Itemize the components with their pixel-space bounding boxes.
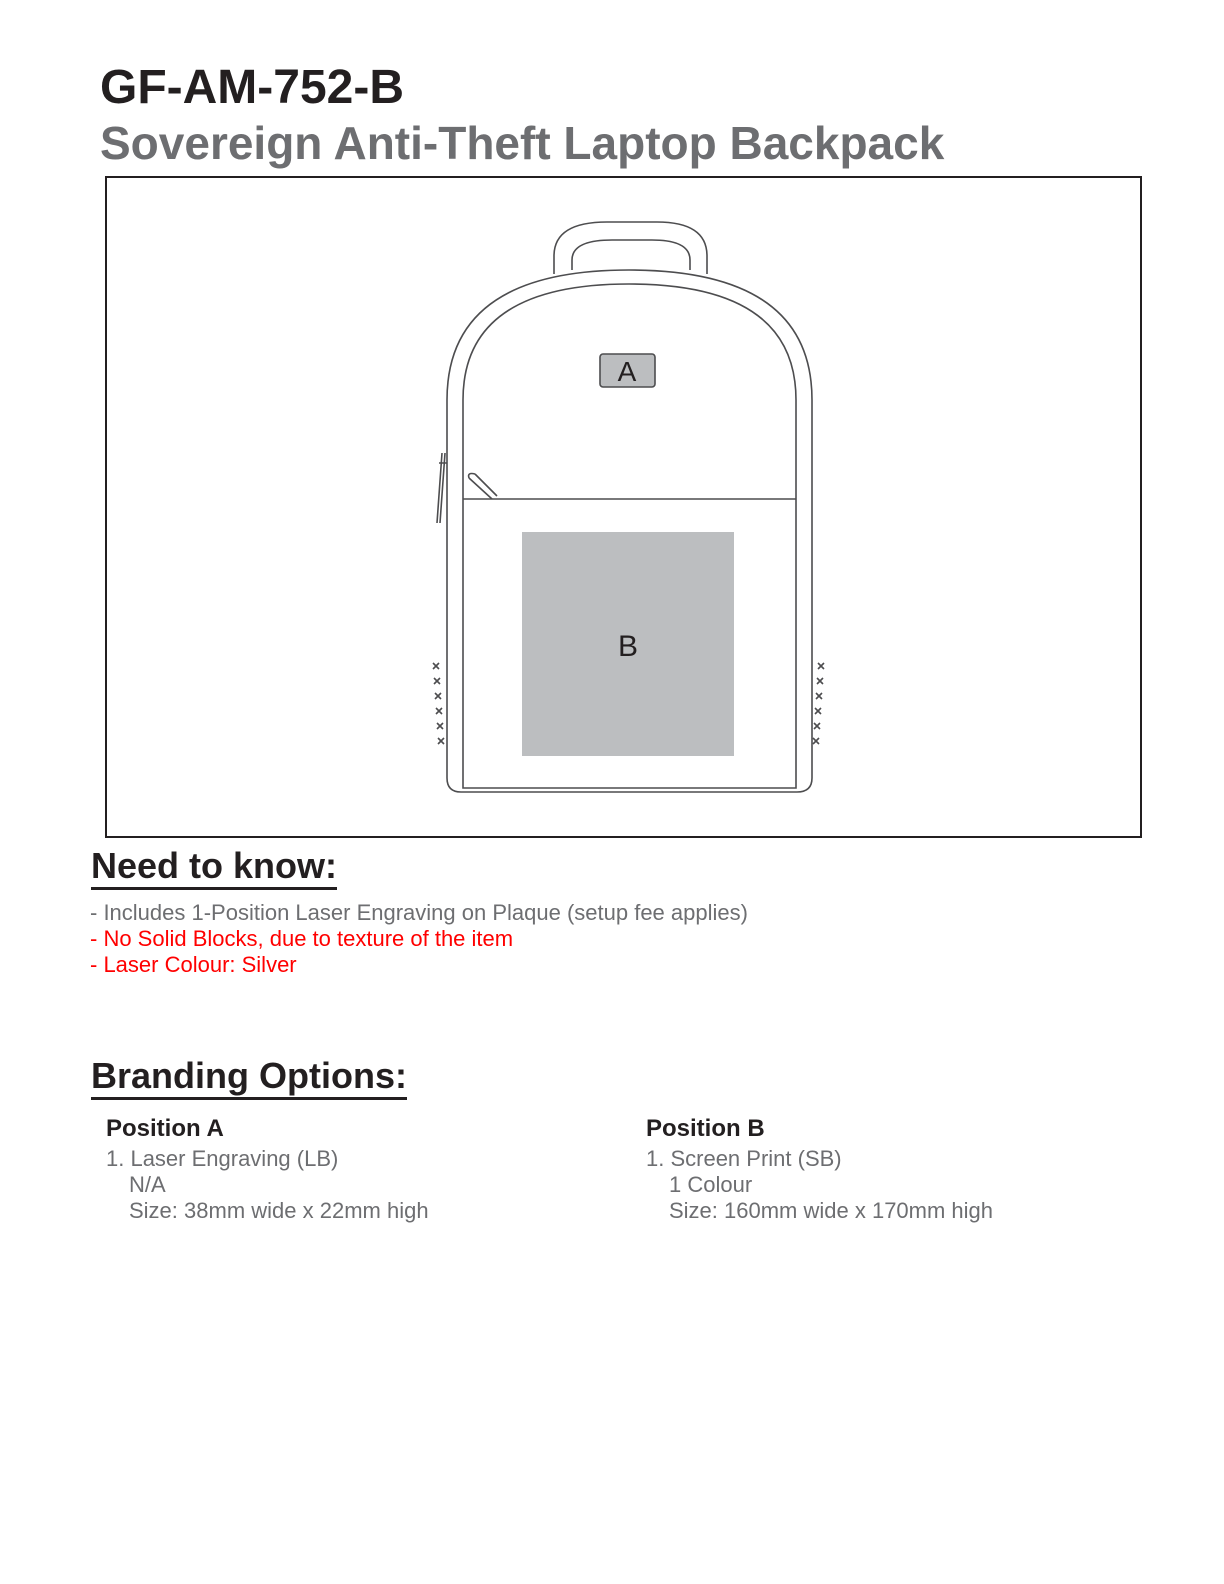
product-drawing-frame [105,176,1142,838]
need-to-know-heading: Need to know: [91,845,337,890]
position-a-details [106,1114,429,1224]
position-b-method: 1. Screen Print (SB) [646,1146,842,1171]
side-zipper [437,453,447,523]
product-code: GF-AM-752-B [100,61,405,114]
position-a-method: 1. Laser Engraving (LB) [106,1146,339,1171]
product-name: Sovereign Anti-Theft Laptop Backpack [100,117,945,169]
position-b-size: Size: 160mm wide x 170mm high [669,1198,994,1223]
backpack-illustration [107,178,1140,836]
position-a-size: Size: 38mm wide x 22mm high [129,1198,429,1223]
backpack-handle-inner [572,240,690,270]
side-mesh-right [813,663,824,744]
position-a-title: Position A [106,1115,224,1142]
need-to-know-list [90,900,748,978]
position-b-label: B [617,630,639,663]
note-item: - No Solid Blocks, due to texture of the item [90,926,514,951]
position-b-colours: 1 Colour [669,1172,753,1197]
side-mesh-left [433,663,444,744]
position-b-details [646,1114,993,1224]
position-b-title: Position B [646,1115,765,1142]
position-a-colours: N/A [129,1172,166,1197]
branding-options-heading: Branding Options: [91,1055,407,1100]
position-a-label: A [617,356,637,387]
note-item: - Laser Colour: Silver [90,952,297,977]
zipper-pull [469,474,497,500]
note-item: - Includes 1-Position Laser Engraving on Plaque (setup fee applies) [90,900,748,925]
